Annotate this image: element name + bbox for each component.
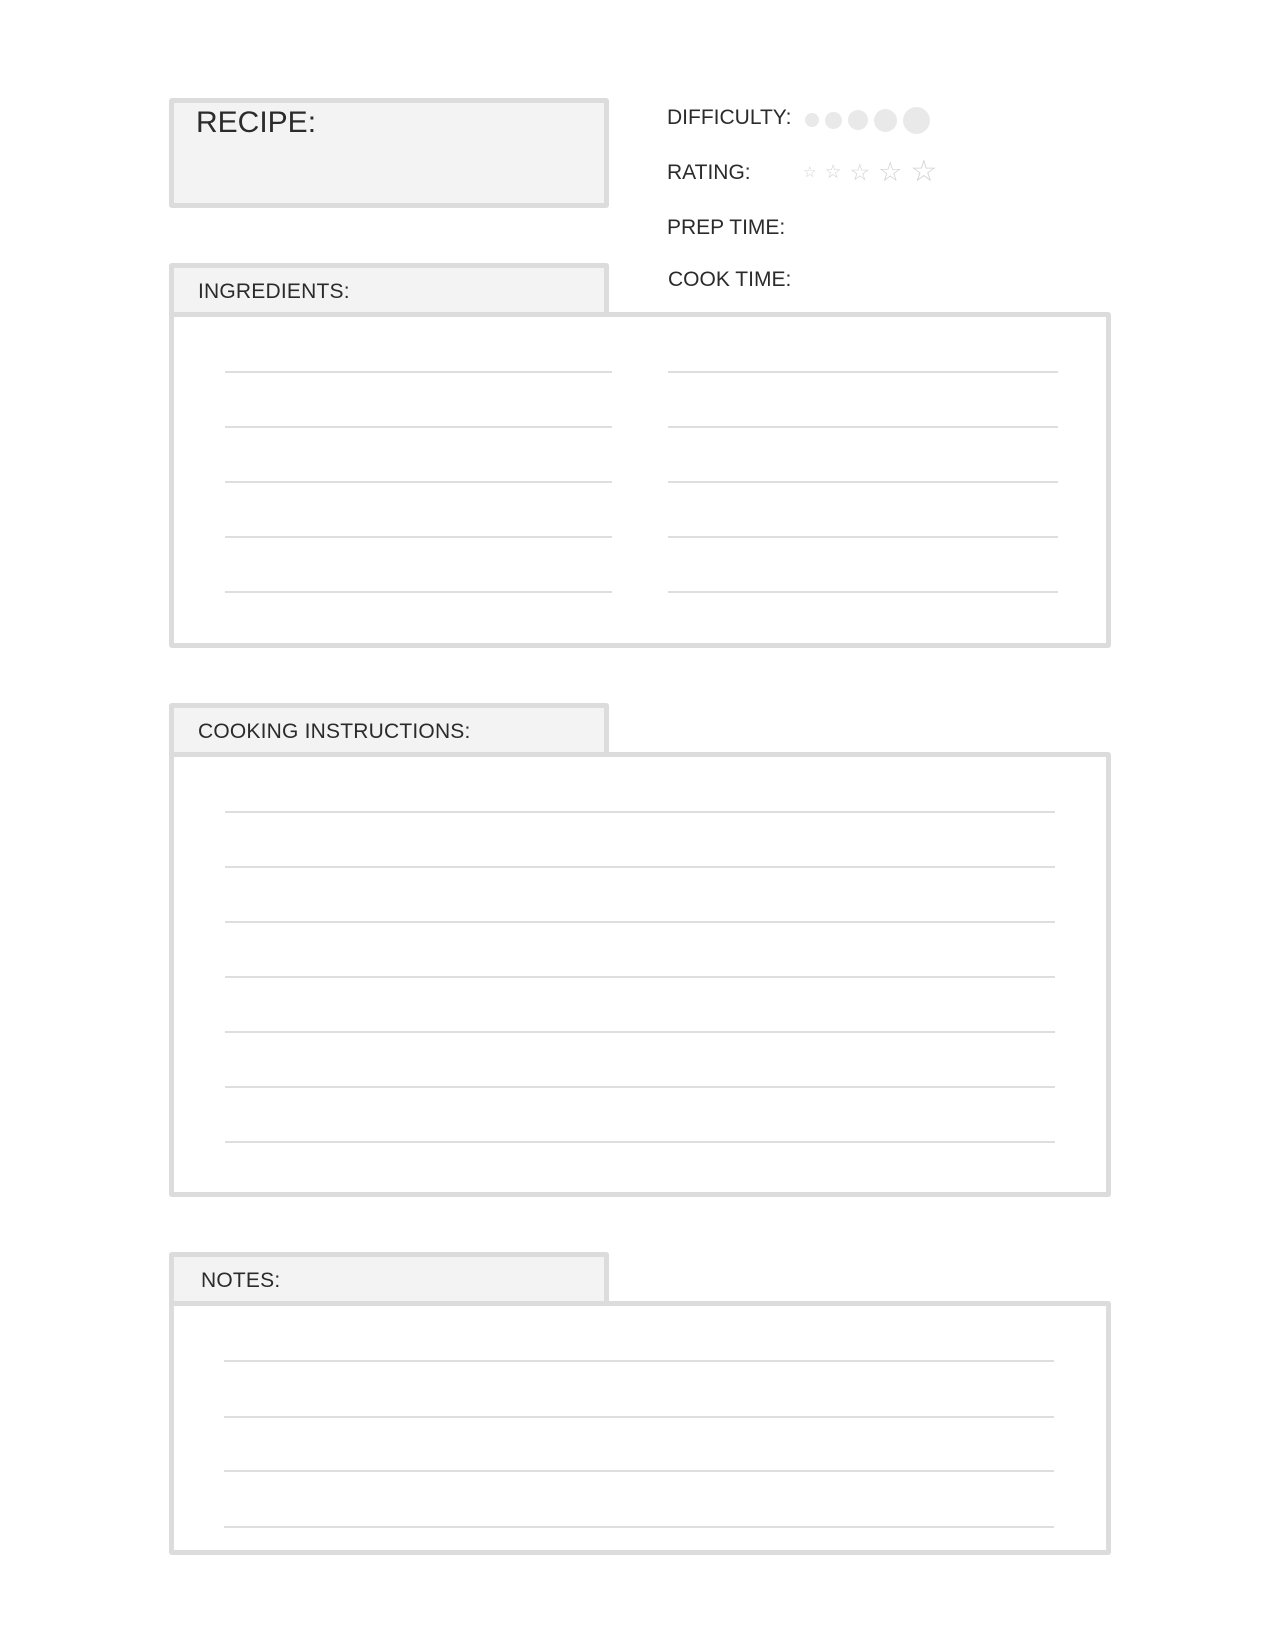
star-outline-icon[interactable]: ☆ — [824, 161, 842, 183]
note-line[interactable] — [224, 1470, 1054, 1472]
ingredients-tab — [169, 263, 609, 317]
ingredient-line[interactable] — [225, 591, 612, 593]
ingredient-line[interactable] — [668, 591, 1058, 593]
ingredients-panel[interactable] — [169, 312, 1111, 648]
rating-scale[interactable] — [803, 157, 937, 187]
note-line[interactable] — [224, 1526, 1054, 1528]
instruction-line[interactable] — [225, 866, 1055, 868]
instruction-line[interactable] — [225, 1086, 1055, 1088]
notes-tab — [169, 1252, 609, 1306]
note-line[interactable] — [224, 1360, 1054, 1362]
instruction-line[interactable] — [225, 976, 1055, 978]
ingredient-line[interactable] — [668, 536, 1058, 538]
star-outline-icon[interactable]: ☆ — [910, 155, 938, 188]
recipe-title-label: RECIPE: — [196, 106, 317, 139]
ingredient-line[interactable] — [225, 426, 612, 428]
ingredient-line[interactable] — [668, 426, 1058, 428]
notes-label: NOTES: — [201, 1269, 281, 1292]
ingredient-line[interactable] — [668, 481, 1058, 483]
instruction-line[interactable] — [225, 921, 1055, 923]
difficulty-scale[interactable] — [805, 105, 930, 135]
ingredients-label: INGREDIENTS: — [198, 280, 350, 303]
cook-time-label: COOK TIME: — [668, 268, 792, 291]
rating-label: RATING: — [667, 161, 751, 184]
instructions-tab — [169, 703, 609, 757]
difficulty-circle-icon[interactable] — [825, 112, 842, 129]
recipe-title-box[interactable] — [169, 98, 609, 208]
instructions-panel[interactable] — [169, 752, 1111, 1197]
instruction-line[interactable] — [225, 811, 1055, 813]
prep-time-label: PREP TIME: — [667, 216, 786, 239]
note-line[interactable] — [224, 1416, 1054, 1418]
ingredient-line[interactable] — [668, 371, 1058, 373]
star-outline-icon[interactable]: ☆ — [849, 158, 871, 185]
notes-panel[interactable] — [169, 1301, 1111, 1555]
ingredient-line[interactable] — [225, 371, 612, 373]
ingredient-line[interactable] — [225, 481, 612, 483]
instruction-line[interactable] — [225, 1141, 1055, 1143]
difficulty-circle-icon[interactable] — [903, 107, 930, 134]
ingredient-line[interactable] — [225, 536, 612, 538]
difficulty-circle-icon[interactable] — [874, 109, 897, 132]
instructions-label: COOKING INSTRUCTIONS: — [198, 720, 471, 743]
difficulty-circle-icon[interactable] — [848, 110, 868, 130]
difficulty-label: DIFFICULTY: — [667, 106, 792, 129]
instruction-line[interactable] — [225, 1031, 1055, 1033]
star-outline-icon[interactable]: ☆ — [878, 156, 903, 187]
difficulty-circle-icon[interactable] — [805, 113, 819, 127]
star-outline-icon[interactable]: ☆ — [803, 163, 817, 181]
